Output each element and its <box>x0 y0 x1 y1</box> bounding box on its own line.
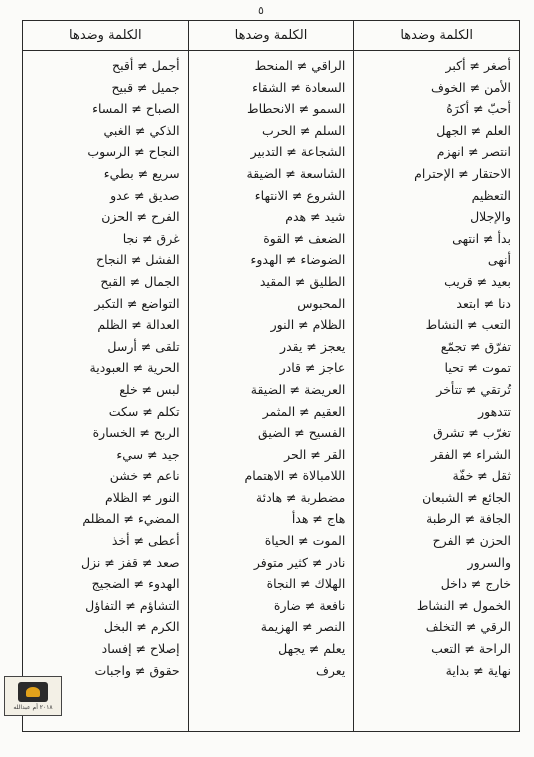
column-header: الكلمة وضدها <box>23 21 188 51</box>
antonym-pair: شيد ≠ هدم <box>285 209 346 225</box>
antonym-pair: يعرف <box>315 662 346 678</box>
antonym-pair: دنا ≠ ابتعد <box>456 295 511 311</box>
antonym-pair: هاج ≠ هدأ <box>291 511 346 527</box>
antonym-pair: العدالة ≠ الظلم <box>97 317 180 333</box>
antonym-pair: بدأ ≠ انتهى <box>452 230 511 246</box>
antonym-pair: ناعم ≠ خشن <box>109 468 180 484</box>
antonym-pair: الذكي ≠ الغبي <box>103 122 180 138</box>
antonym-pair: غرق ≠ نجا <box>122 230 180 246</box>
column-header: الكلمة وضدها <box>354 21 519 51</box>
antonym-pair: صديق ≠ عدو <box>110 187 180 203</box>
antonym-pair: الاحتقار ≠ الإحترام <box>414 165 511 181</box>
antonym-pair: النور ≠ الظلام <box>104 489 180 505</box>
word-list <box>23 51 188 681</box>
antonym-pair: الضوضاء ≠ الهدوء <box>250 252 346 268</box>
antonym-pair: بعيد ≠ قريب <box>444 273 511 289</box>
antonym-pair: الحرية ≠ العبودية <box>89 360 180 376</box>
antonym-pair: سريع ≠ بطيء <box>103 165 180 181</box>
antonym-pair: أجمل ≠ أقبح <box>112 58 180 73</box>
antonym-pair: لبس ≠ خلع <box>119 381 180 397</box>
antonym-pair: تفرّق ≠ تجمّع <box>440 338 511 354</box>
antonym-pair: إصلاح ≠ إفساد <box>101 641 180 657</box>
antonym-pair: التواضع ≠ التكبر <box>94 295 180 311</box>
logo-icon <box>18 682 48 702</box>
antonym-pair: انتصر ≠ انهزم <box>436 144 511 160</box>
antonym-pair: تموت ≠ تحيا <box>444 360 511 376</box>
antonym-pair: اللامبالاة ≠ الاهتمام <box>244 468 346 484</box>
antonym-pair: والسرور <box>467 554 511 570</box>
antonym-pair: تُرتقي ≠ تتأخر <box>436 381 511 397</box>
antonym-pair: الخمول ≠ النشاط <box>416 597 511 613</box>
word-list <box>354 51 519 681</box>
antonym-pair: أصغر ≠ أكبر <box>445 58 511 73</box>
antonym-pair: يعلم ≠ يجهل <box>278 641 346 657</box>
antonym-pair: صعد ≠ قفز ≠ نزل <box>80 554 180 570</box>
antonyms-table <box>22 20 520 732</box>
antonym-pair: الأمن ≠ الخوف <box>431 79 511 95</box>
antonym-pair: التعب ≠ النشاط <box>425 317 511 333</box>
antonym-pair: نافعة ≠ ضارة <box>273 597 346 613</box>
antonym-pair: القر ≠ الحر <box>284 446 346 462</box>
antonym-pair: تكلم ≠ سكت <box>108 403 180 419</box>
antonym-pair: خارج ≠ داخل <box>440 576 511 592</box>
antonym-pair: الظلام ≠ النور <box>270 317 346 333</box>
antonym-pair: الهدوء ≠ الضجيج <box>91 576 180 592</box>
antonym-pair: جميل ≠ قبيح <box>111 79 180 95</box>
antonym-pair: الصباح ≠ المساء <box>92 101 180 117</box>
antonym-pair: ثقل ≠ خفّة <box>452 468 511 484</box>
antonym-pair: الشاسعة ≠ الضيقة <box>246 165 346 181</box>
antonym-pair: تلقى ≠ أرسل <box>107 338 180 354</box>
column-right <box>353 21 519 731</box>
column-left <box>23 21 188 731</box>
antonym-pair: المضيء ≠ المظلم <box>82 511 180 527</box>
antonym-pair: تتدهور <box>478 403 511 419</box>
antonym-pair: الجائع ≠ الشبعان <box>422 489 511 505</box>
antonym-pair: الضعف ≠ القوة <box>263 230 346 246</box>
antonym-pair: عاجز ≠ قادر <box>279 360 346 376</box>
antonym-pair: الرقي ≠ التخلف <box>425 619 511 635</box>
antonym-pair: السلم ≠ الحرب <box>262 122 346 138</box>
antonym-pair: السمو ≠ الانحطاط <box>247 101 346 117</box>
antonym-pair: الجافة ≠ الرطبة <box>426 511 511 527</box>
logo-text: ٢٠١٨ أم عبدالله <box>13 703 53 711</box>
antonym-pair: الشجاعة ≠ التدبير <box>250 144 346 160</box>
antonym-pair: أنهى <box>487 252 511 268</box>
column-header: الكلمة وضدها <box>189 21 354 51</box>
antonym-pair: جيد ≠ سيء <box>116 446 180 462</box>
antonym-pair: الفرح ≠ الحزن <box>101 209 180 225</box>
antonym-pair: الربح ≠ الخسارة <box>92 425 180 441</box>
antonym-pair: يعجز ≠ يقدر <box>280 338 346 354</box>
antonym-pair: الشروع ≠ الانتهاء <box>254 187 346 203</box>
antonym-pair: الفسيح ≠ الضيق <box>257 425 346 441</box>
column-middle <box>188 21 354 731</box>
word-list <box>189 51 354 681</box>
antonym-pair: الفشل ≠ النجاح <box>96 252 180 268</box>
antonym-pair: نهاية ≠ بداية <box>445 662 511 678</box>
antonym-pair: التعظيم <box>471 187 511 203</box>
antonym-pair: الموت ≠ الحياة <box>264 533 346 549</box>
antonym-pair: تغرّب ≠ تشرق <box>433 425 511 441</box>
antonym-pair: النجاح ≠ الرسوب <box>87 144 180 160</box>
antonym-pair: أحبّ ≠ أكرَهُ <box>446 101 511 117</box>
antonym-pair: الشراء ≠ الفقر <box>431 446 511 462</box>
antonym-pair: الكرم ≠ البخل <box>103 619 180 635</box>
antonym-pair: مضطربة ≠ هادئة <box>255 489 346 505</box>
antonym-pair: نادر ≠ كثير متوفر <box>253 554 346 570</box>
antonym-pair: الراقي ≠ المنحط <box>254 58 346 73</box>
antonym-pair: الحزن ≠ الفرح <box>432 533 511 549</box>
antonym-pair: التشاؤم ≠ التفاؤل <box>85 597 180 613</box>
antonym-pair: العقيم ≠ المثمر <box>262 403 346 419</box>
antonym-pair: الهلاك ≠ النجاة <box>266 576 346 592</box>
antonym-pair: الطليق ≠ المقيد <box>259 273 346 289</box>
antonym-pair: السعادة ≠ الشقاء <box>252 79 346 95</box>
page-number: ٥ <box>258 4 264 17</box>
antonym-pair: والإجلال <box>470 209 511 225</box>
antonym-pair: النصر ≠ الهزيمة <box>260 619 346 635</box>
antonym-pair: أعطى ≠ أخذ <box>111 533 180 549</box>
antonym-pair: العلم ≠ الجهل <box>436 122 511 138</box>
antonym-pair: حقوق ≠ واجبات <box>94 662 180 678</box>
antonym-pair: الراحة ≠ التعب <box>431 641 511 657</box>
publisher-logo <box>4 676 62 716</box>
antonym-pair: الجمال ≠ القبح <box>100 273 180 289</box>
antonym-pair: المحبوس <box>297 295 346 311</box>
antonym-pair: العريضة ≠ الضيقة <box>250 381 346 397</box>
